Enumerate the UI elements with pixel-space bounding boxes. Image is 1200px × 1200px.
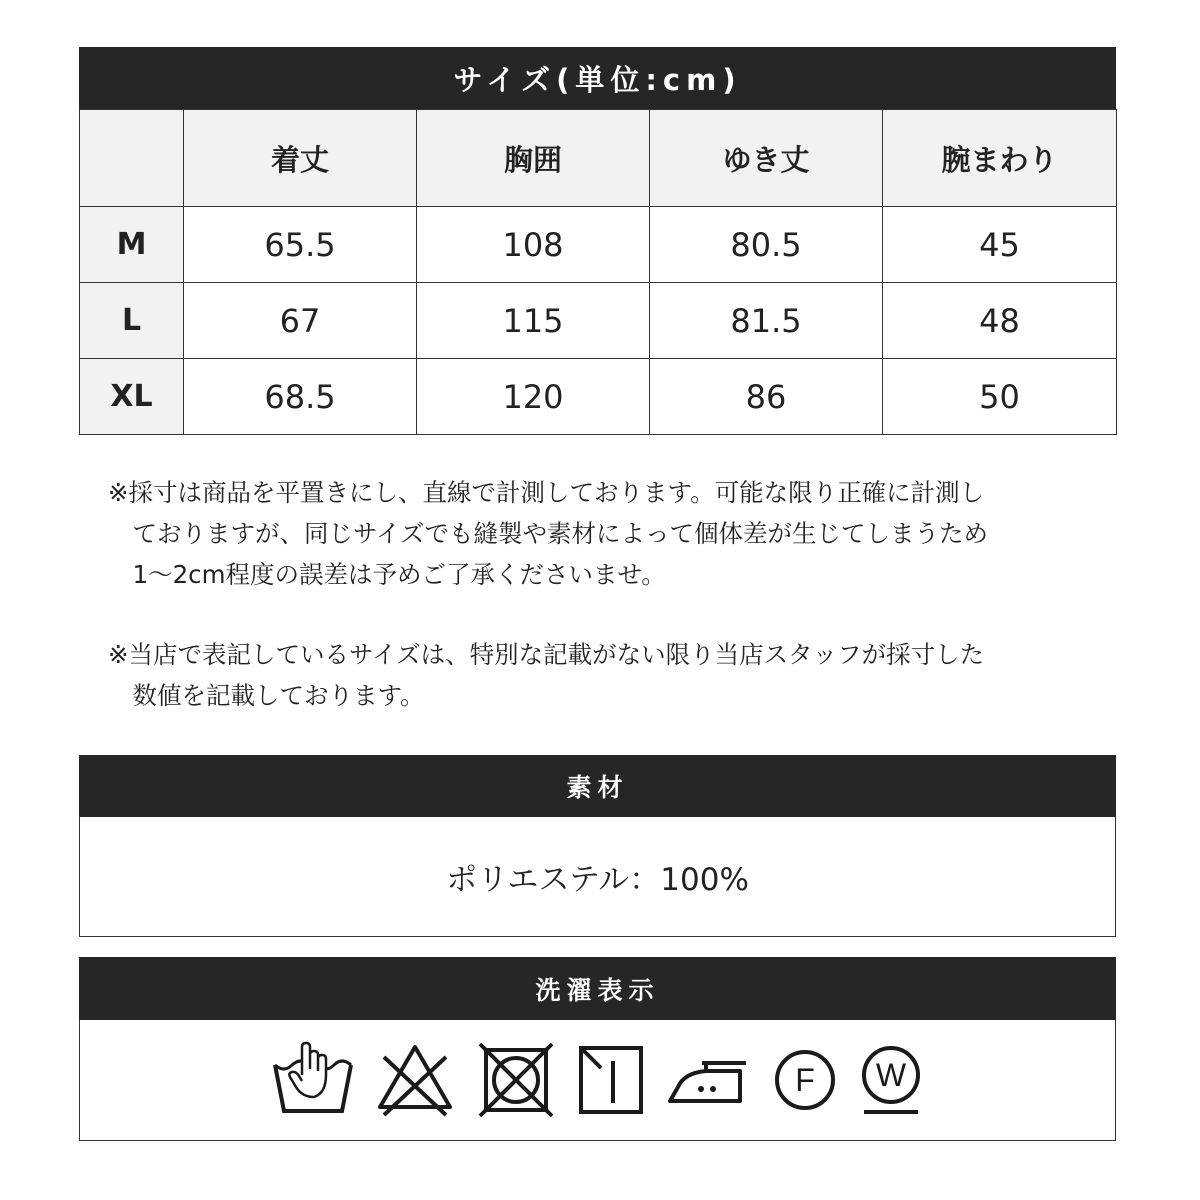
table-cell: 115 — [417, 283, 650, 359]
row-header-size: M — [80, 207, 184, 283]
table-cell: 45 — [883, 207, 1117, 283]
dry-clean-f-icon — [772, 1041, 838, 1119]
dry-clean-letter: F — [794, 1062, 815, 1098]
material-title: 素材 — [79, 755, 1116, 817]
no-tumble-dry-icon — [476, 1041, 556, 1119]
sizing-note: ※当店で表記しているサイズは、特別な記載がない限り当店スタッフが採寸した 数値を記載しております。 — [108, 640, 985, 710]
column-header-chest: 胸囲 — [417, 110, 650, 207]
care-section — [79, 957, 1116, 1141]
care-title: 洗濯表示 — [79, 957, 1116, 1020]
row-header-size: XL — [80, 359, 184, 435]
table-cell: 81.5 — [650, 283, 883, 359]
drip-dry-shade-icon — [576, 1041, 646, 1119]
column-header-sleeve: ゆき丈 — [650, 110, 883, 207]
no-bleach-icon — [374, 1041, 456, 1119]
table-cell: 80.5 — [650, 207, 883, 283]
size-table-header-row — [80, 110, 1117, 207]
table-cell: 68.5 — [184, 359, 417, 435]
table-cell: 48 — [883, 283, 1117, 359]
material-value: ポリエステル：100% — [79, 817, 1116, 937]
table-row — [80, 359, 1117, 435]
care-symbols — [79, 1020, 1116, 1141]
table-cell: 67 — [184, 283, 417, 359]
measurement-note: ※採寸は商品を平置きにし、直線で計測しております。可能な限り正確に計測し ておりますが、同じサイズでも縫製や素材によって個体差が生じてしまうため 1〜2cm程度の誤差は予めご了承くださいませ。 — [108, 478, 989, 589]
table-cell: 86 — [650, 359, 883, 435]
hand-wash-icon — [272, 1041, 354, 1119]
table-cell: 50 — [883, 359, 1117, 435]
wet-clean-w-icon — [858, 1041, 924, 1119]
column-header-length: 着丈 — [184, 110, 417, 207]
wet-clean-letter: W — [875, 1057, 906, 1093]
size-table-title: サイズ(単位:cm) — [79, 47, 1116, 109]
table-row — [80, 207, 1117, 283]
table-cell: 108 — [417, 207, 650, 283]
size-table-section — [79, 47, 1116, 435]
row-header-size: L — [80, 283, 184, 359]
material-section — [79, 755, 1116, 937]
table-cell: 65.5 — [184, 207, 417, 283]
table-row — [80, 283, 1117, 359]
column-header-corner — [80, 110, 184, 207]
size-table — [79, 109, 1117, 435]
column-header-arm: 腕まわり — [883, 110, 1117, 207]
iron-low-temp-icon — [666, 1041, 752, 1119]
table-cell: 120 — [417, 359, 650, 435]
